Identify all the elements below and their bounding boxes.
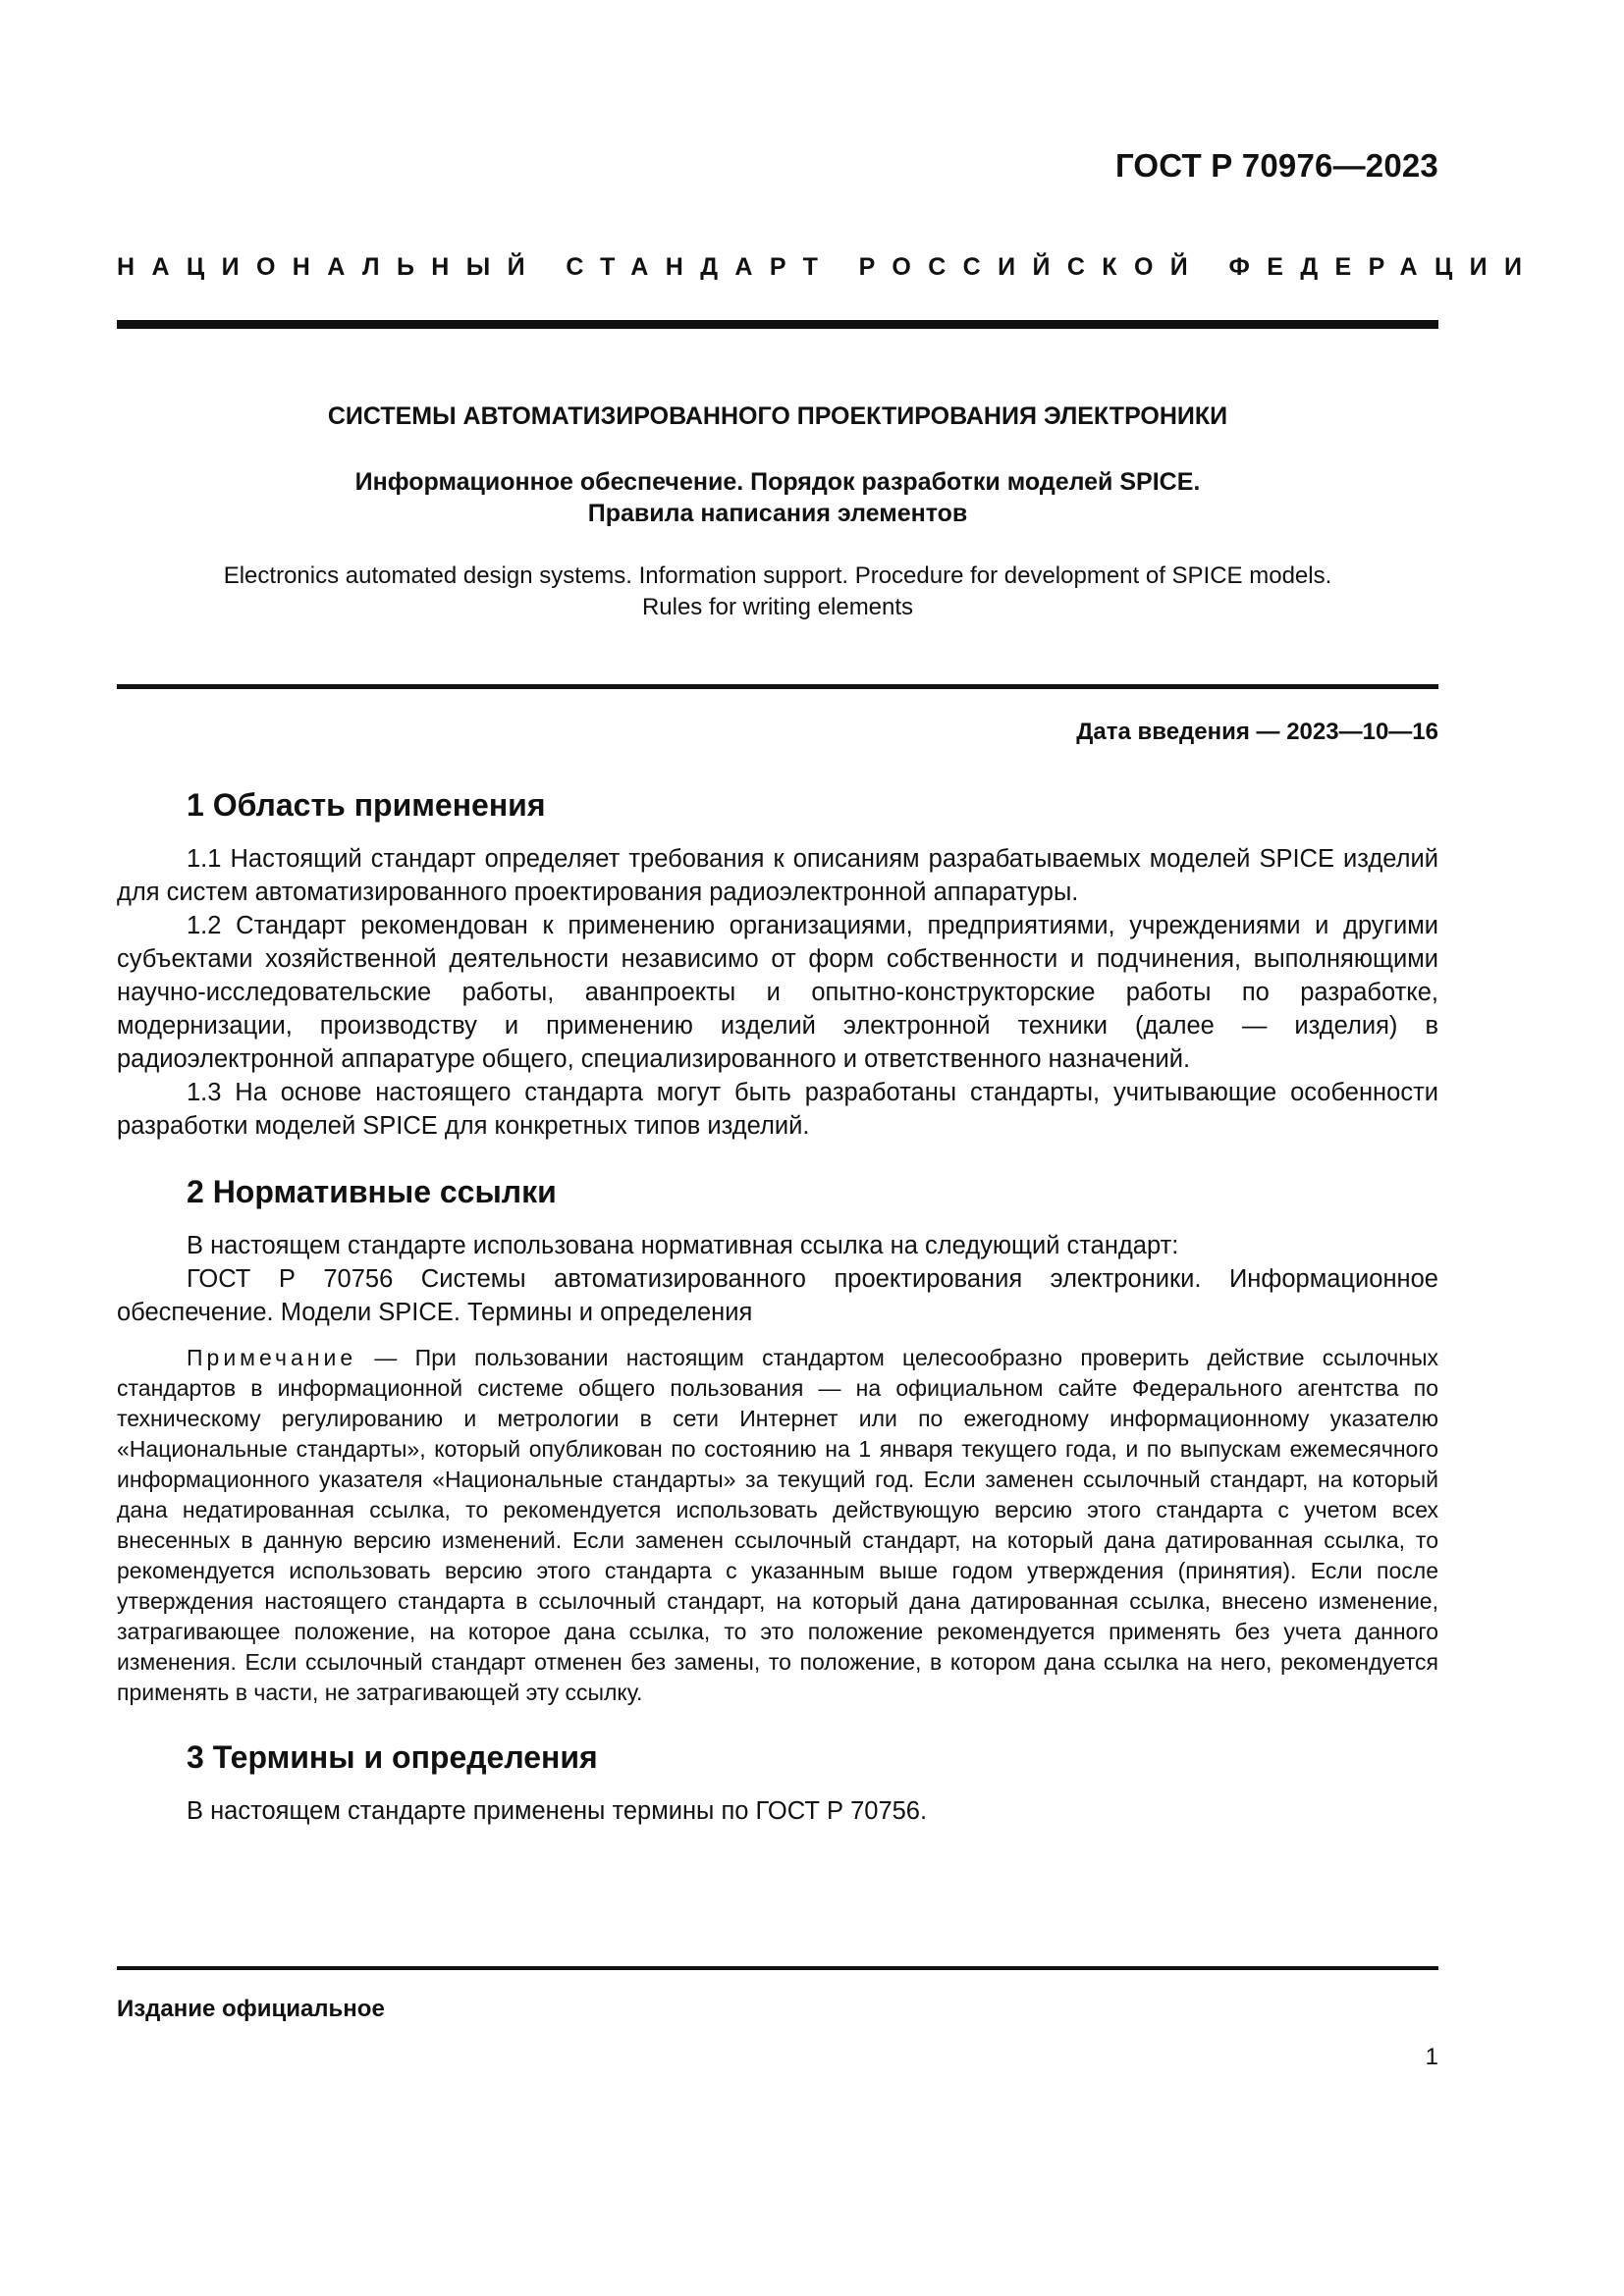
subtitle-line-2: Правила написания элементов — [587, 500, 968, 527]
edition-label: Издание официальное — [117, 1996, 385, 2022]
english-title — [117, 561, 1438, 623]
page-number: 1 — [1425, 2044, 1438, 2070]
english-title-line-1: Electronics automated design systems. Information support. Procedure for development of SPICE models. — [223, 562, 1332, 589]
top-rule — [117, 320, 1438, 329]
subtitle-line-1: Информационное обеспечение. Порядок разработки моделей SPICE. — [354, 468, 1201, 496]
section-heading: 1 Область применения — [187, 787, 546, 823]
section-heading: 3 Термины и определения — [187, 1739, 598, 1775]
document-title: СИСТЕМЫ АВТОМАТИЗИРОВАННОГО ПРОЕКТИРОВАНИЯ ЭЛЕКТРОНИКИ — [327, 402, 1228, 430]
standard-code: ГОСТ Р 70976—2023 — [1114, 147, 1438, 184]
clause-1-3: 1.3 На основе настоящего стандарта могут быть разработаны стандарты, учитывающие особенности разработки моделей SPICE для конкретных типов изделий. — [117, 1079, 1438, 1140]
clause-1-2: 1.2 Стандарт рекомендован к применению организациями, предприятиями, учреждениями и другими субъектами хозяйственной деятельности независимо от форм собственности и подчинения, выполняющими научно-исследовательские работы, аванпроекты и опытно-конструкторские работы по разработке, модернизации, производству и применению изделий электронной техники (далее — изделия) в радиоэлектронной аппаратуре общего, специализированного и ответственного назначений. — [117, 912, 1438, 1073]
terms-paragraph: В настоящем стандарте применены термины по ГОСТ Р 70756. — [187, 1797, 928, 1825]
note-text: — При пользовании настоящим стандартом целесообразно проверить действие ссылочных стандартов в информационной системе общего пользования — на официальном сайте Федерального агентства по техническому регулированию и метрологии в сети Интернет или по ежегодному информационному указателю «Национальные стандарты», который опубликован по состоянию на 1 января текущего года, и по выпускам ежемесячного информационного указателя «Национальные стандарты» за текущий год. Если заменен ссылочный стандарт, на который дана недатированная ссылка, то рекомендуется использовать действующую версию этого стандарта с учетом всех внесенных в данную версию изменений. Если заменен ссылочный стандарт, на который дана датированная ссылка, то рекомендуется использовать версию этого стандарта с указанным выше годом утверждения (принятия). Если после утверждения настоящего стандарта в ссылочный стандарт, на который дана датированная ссылка, внесено изменение, затрагивающее положение, на которое дана ссылка, то это положение рекомендуется применять без учета данного изменения. Если ссылочный стандарт отменен без замены, то положение, в котором дана ссылка на него, рекомендуется применять в части, не затрагивающей эту ссылку. — [117, 1345, 1438, 1705]
document-subtitle — [117, 466, 1438, 529]
reference-entry: ГОСТ Р 70756 Системы автоматизированного проектирования электроники. Информационное обеспечение. Модели SPICE. Термины и определения — [117, 1265, 1438, 1326]
section-terms — [117, 1737, 1438, 1828]
footer-rule — [117, 1966, 1438, 1970]
document-body — [117, 785, 1438, 1828]
title-bottom-rule — [117, 684, 1438, 689]
section-heading: 2 Нормативные ссылки — [187, 1174, 557, 1209]
clause-1-1: 1.1 Настоящий стандарт определяет требования к описаниям разрабатываемых моделей SPICE изделий для систем автоматизированного проектирования радиоэлектронной аппаратуры. — [117, 845, 1438, 906]
reference-note — [117, 1343, 1438, 1708]
introduction-date: Дата введения — 2023—10—16 — [1076, 719, 1438, 745]
section-scope — [117, 785, 1438, 1143]
english-title-line-2: Rules for writing elements — [641, 594, 914, 620]
section-normative-references — [117, 1172, 1438, 1708]
national-standard-heading: НАЦИОНАЛЬНЫЙ СТАНДАРТ РОССИЙСКОЙ ФЕДЕРАЦИИ — [117, 253, 1540, 281]
reference-intro: В настоящем стандарте использована нормативная ссылка на следующий стандарт: — [187, 1232, 1179, 1259]
note-label: Примечание — [187, 1345, 357, 1370]
